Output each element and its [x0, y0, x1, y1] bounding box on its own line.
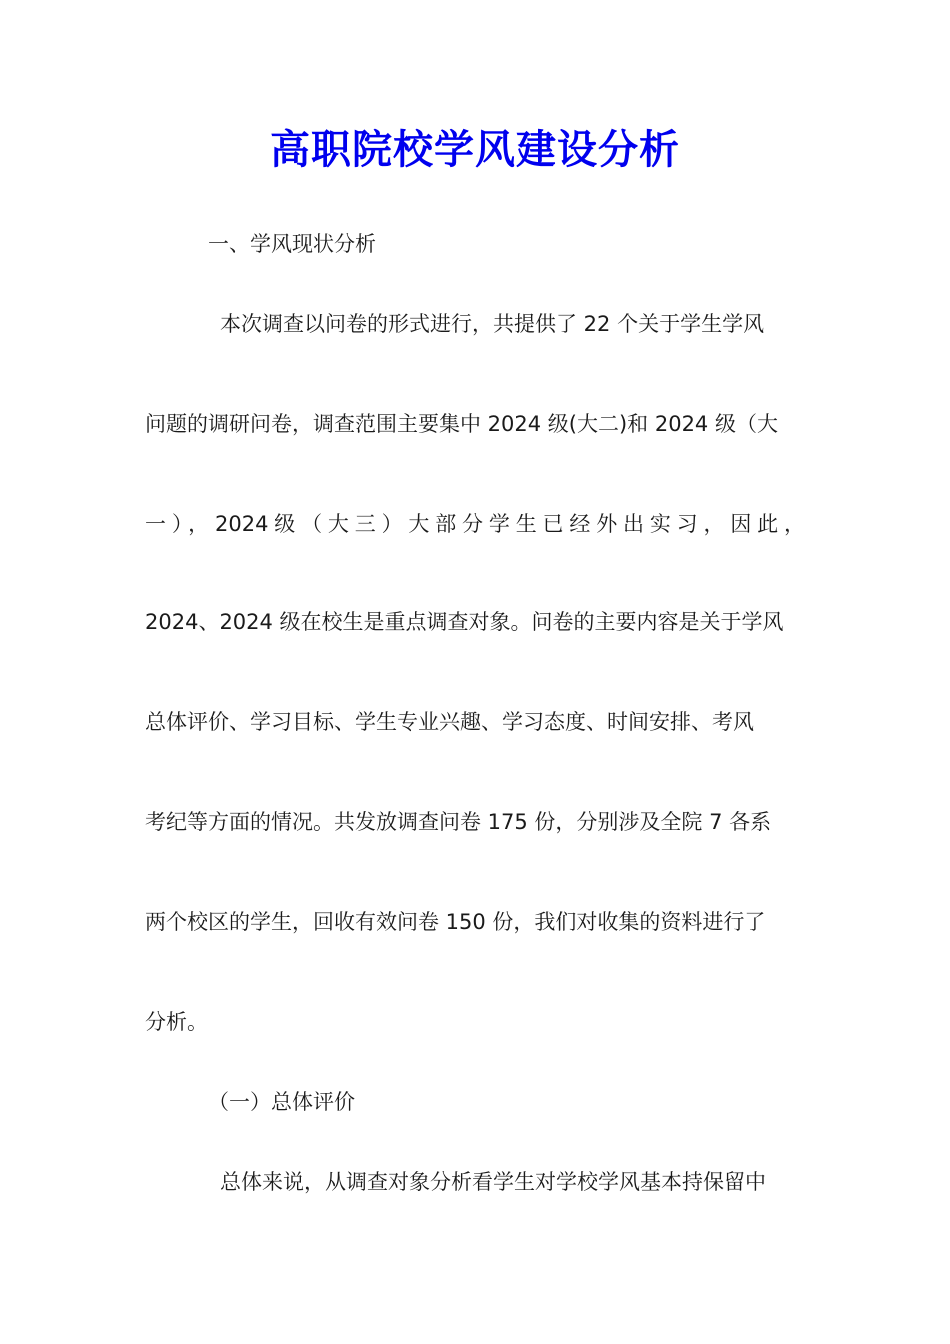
paragraph-line: 本次调查以问卷的形式进行，共提供了 22 个关于学生学风	[220, 312, 765, 336]
paragraph-line: 两个校区的学生，回收有效问卷 150 份，我们对收集的资料进行了	[145, 910, 766, 934]
paragraph-line: 总体来说，从调查对象分析看学生对学校学风基本持保留中	[220, 1170, 766, 1194]
paragraph-line: 2024、2024 级在校生是重点调查对象。问卷的主要内容是关于学风	[145, 610, 784, 634]
paragraph-line: 问题的调研问卷，调查范围主要集中 2024 级(大二)和 2024 级（大	[145, 412, 778, 436]
paragraph-line: 一），2024级（大三）大部分学生已经外出实习，因此，	[145, 512, 805, 536]
paragraph-line: 分析。	[145, 1010, 208, 1034]
document-title: 高职院校学风建设分析	[270, 126, 680, 173]
paragraph-line: 考纪等方面的情况。共发放调查问卷 175 份，分别涉及全院 7 各系	[145, 810, 772, 834]
subsection-heading: （一）总体评价	[208, 1090, 355, 1114]
section-heading: 一、学风现状分析	[208, 232, 376, 256]
paragraph-line: 总体评价、学习目标、学生专业兴趣、学习态度、时间安排、考风	[145, 710, 754, 734]
